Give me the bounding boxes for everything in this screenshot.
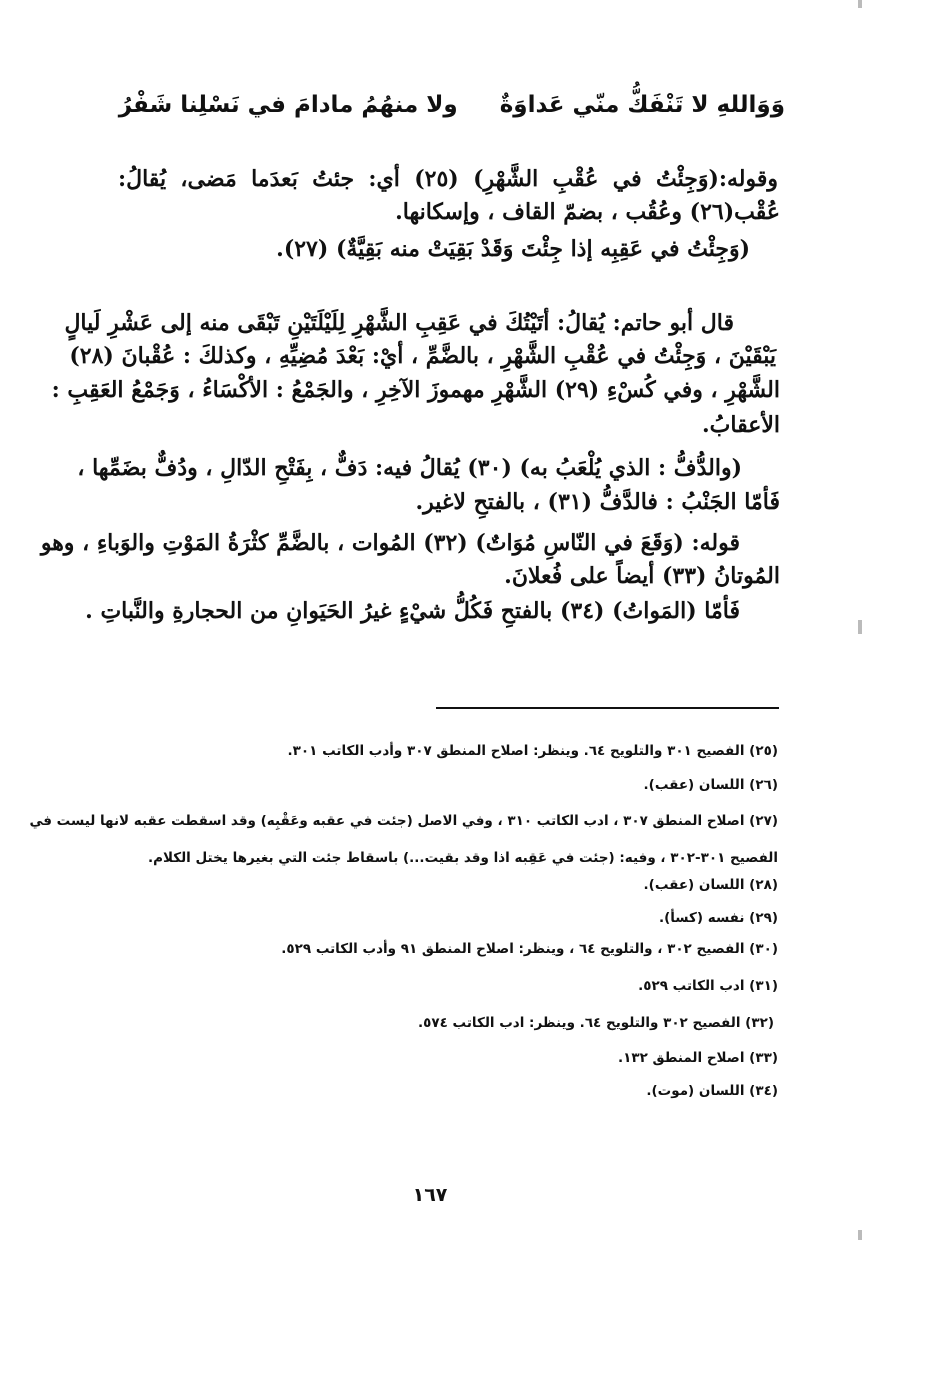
body-line: عُقْب(٢٦) وعُقُب ، بضمّ القاف ، وإسكانها. (395, 199, 780, 225)
footnote-separator (436, 707, 779, 709)
scan-mark (858, 0, 862, 8)
poetry-verse (118, 92, 785, 118)
footnote: (٣٤) اللسان (موت). (646, 1083, 778, 1099)
footnote: الفصيح ٣٠١-٣٠٢ ، وفيه: (جئت في عَقِبه اذا وقد بقيت...) باسقاط جئت التي بغيرها يختل الكلام. (147, 850, 778, 866)
scan-mark (858, 1230, 862, 1240)
verse-hemistich-first: وَوَاللهِ لا تَنْفَكُّ منّي عَداوَةٌ (499, 92, 785, 118)
body-line: قوله: (وَقَعَ في النّاسِ مُوَاتٌ) (٣٢) المُوات ، بالضَّمِّ كثْرَةُ المَوْتِ والوَباءِ ، وهو (40, 530, 740, 556)
page-number: ١٦٧ (412, 1184, 448, 1206)
footnote: (٢٥) الفصيح ٣٠١ والتلويح ٦٤. وينظر: اصلاح المنطق ٣٠٧ وأدب الكاتب ٣٠١. (287, 743, 778, 759)
body-line: يَبْقَيْنَ ، وَجِئْتُ في عُقْبِ الشَّهْرِ ، بالضَّمِّ ، أيْ: بَعْدَ مُضِيِّهِ ، وكذلكَ : عُقْبانَ (٢٨) (69, 343, 776, 369)
body-line: وقوله:(وَجِئْتُ في عُقْبِ الشَّهْرِ) (٢٥) أي: جئتُ بَعدَما مَضى، يُقالُ: (118, 166, 778, 192)
footnote: (٣١) ادب الكاتب ٥٢٩. (638, 978, 778, 994)
footnote: (٢٧) اصلاح المنطق ٣٠٧ ، ادب الكاتب ٣١٠ ، وفي الاصل (جئت في عقبه وعَقْبِه) وقد اسقطت عقبه لانها ليست في (29, 813, 778, 829)
body-line: (وَجِئْتُ في عَقِبِه إذا جِئْتَ وَقَدْ بَقِيَتْ منه بَقِيَّةٌ) (٢٧). (276, 236, 750, 262)
footnote: (٢٩) نفسه (كسأ). (658, 910, 778, 926)
verse-hemistich-second: ولا منهُمُ مادامَ في نَسْلِنا شَفْرُ (118, 92, 458, 118)
body-line: (والدُّفُّ : الذي يُلْعَبُ به) (٣٠) يُقالُ فيه: دَفٌّ ، بِفَتْحِ الدّالِ ، ودُفٌّ بضَمِّها ، (77, 455, 742, 481)
body-line: المُوتانُ (٣٣) أيضاً على فُعلانَ. (504, 563, 780, 589)
body-line: فَأمّا الجَنْبُ : فالدَّفُّ (٣١) ، بالفتحِ لاغير. (415, 489, 780, 515)
footnote: (٣٢) الفصيح ٣٠٢ والتلويح ٦٤. وينظر: ادب الكاتب ٥٧٤. (417, 1015, 774, 1031)
footnote: (٣٠) الفصيح ٣٠٢ ، والتلويح ٦٤ ، وينظر: اصلاح المنطق ٩١ وأدب الكاتب ٥٢٩. (281, 941, 778, 957)
footnote: (٣٣) اصلاح المنطق ١٣٢. (617, 1050, 778, 1066)
body-line: قال أبو حاتم: يُقالُ: أتَيْتُكَ في عَقِبِ الشَّهْرِ لِلَيْلَتَيْنِ تَبْقَى منه إلى عَشْرِ لَيالٍ (64, 310, 734, 336)
body-line: الأعقابُ. (702, 412, 780, 438)
body-line: الشَّهْرِ ، وفي كُسْءِ (٢٩) الشَّهْرِ مهموزَ الآخِرِ ، والجَمْعُ : الأكْسَاءُ ، وَجَمْعُ العَقِبِ : (51, 377, 780, 403)
footnote: (٢٨) اللسان (عقب). (643, 877, 778, 893)
footnote: (٢٦) اللسان (عقب). (643, 777, 778, 793)
scan-mark (858, 620, 862, 634)
body-line: فَأمّا (المَواتُ) (٣٤) بالفتحِ فَكُلُّ شيْءٍ غيرُ الحَيَوانِ من الحجارةِ والنَّباتِ . (85, 598, 740, 624)
